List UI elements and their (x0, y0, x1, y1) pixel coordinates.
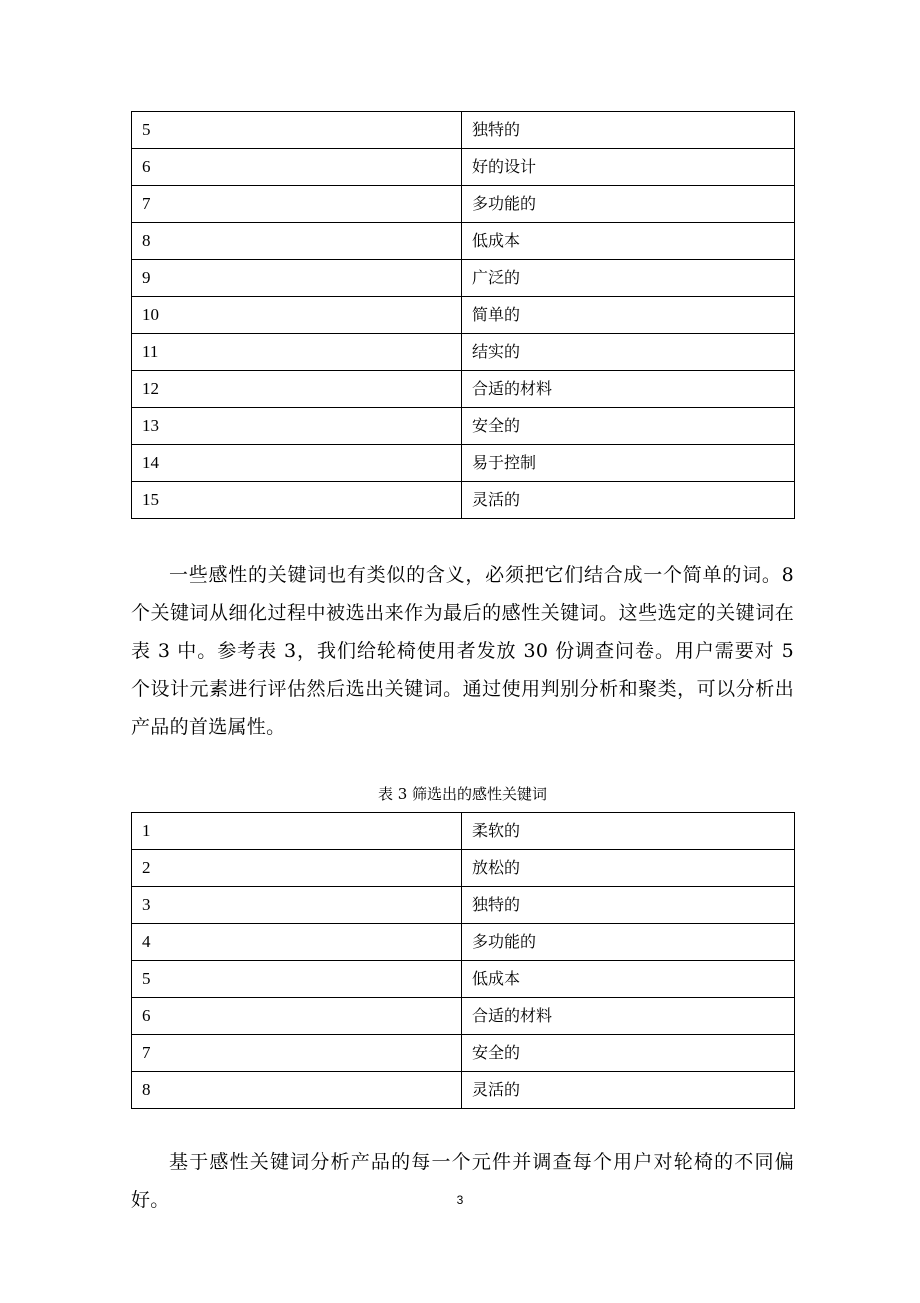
body-paragraph-final: 基于感性关键词分析产品的每一个元件并调查每个用户对轮椅的不同偏好。 (131, 1151, 794, 1211)
row-keyword: 灵活的 (462, 482, 795, 519)
row-number: 4 (132, 924, 462, 961)
row-number: 15 (132, 482, 462, 519)
row-number: 3 (132, 887, 462, 924)
row-keyword: 易于控制 (462, 445, 795, 482)
row-keyword: 好的设计 (462, 149, 795, 186)
row-number: 7 (132, 186, 462, 223)
row-keyword: 安全的 (462, 408, 795, 445)
row-number: 2 (132, 850, 462, 887)
row-keyword: 结实的 (462, 334, 795, 371)
row-keyword: 广泛的 (462, 260, 795, 297)
row-keyword: 柔软的 (462, 813, 795, 850)
row-number: 8 (132, 223, 462, 260)
row-number: 9 (132, 260, 462, 297)
table-row (132, 482, 795, 519)
table-row (132, 998, 795, 1035)
table-row (132, 924, 795, 961)
row-keyword: 低成本 (462, 223, 795, 260)
keyword-table-continued (131, 111, 795, 519)
row-number: 7 (132, 1035, 462, 1072)
row-number: 11 (132, 334, 462, 371)
row-keyword: 多功能的 (462, 924, 795, 961)
row-number: 5 (132, 961, 462, 998)
row-number: 8 (132, 1072, 462, 1109)
row-keyword: 独特的 (462, 112, 795, 149)
table-row (132, 1072, 795, 1109)
row-number: 5 (132, 112, 462, 149)
table-row (132, 408, 795, 445)
table-row (132, 813, 795, 850)
table-row (132, 334, 795, 371)
row-keyword: 低成本 (462, 961, 795, 998)
row-keyword: 简单的 (462, 297, 795, 334)
row-keyword: 合适的材料 (462, 998, 795, 1035)
table-row (132, 887, 795, 924)
table-row (132, 297, 795, 334)
table-row (132, 850, 795, 887)
row-number: 10 (132, 297, 462, 334)
table-row (132, 961, 795, 998)
body-paragraph: 一些感性的关键词也有类似的含义，必须把它们结合成一个简单的词。8 个关键词从细化过程中被选出来作为最后的感性关键词。这些选定的关键词在表 3 中。参考表 3，我们给轮椅使用者发放 30 份调查问卷。用户需要对 5 个设计元素进行评估然后选出关键词。通过使用判别分析和聚类，可以分析出产品的首选属性。 (131, 564, 794, 738)
row-number: 12 (132, 371, 462, 408)
row-keyword: 多功能的 (462, 186, 795, 223)
row-keyword: 放松的 (462, 850, 795, 887)
selected-keyword-table (131, 812, 795, 1109)
row-number: 6 (132, 149, 462, 186)
row-keyword: 安全的 (462, 1035, 795, 1072)
row-number: 14 (132, 445, 462, 482)
table-row (132, 445, 795, 482)
row-number: 1 (132, 813, 462, 850)
table-row (132, 149, 795, 186)
table-row (132, 1035, 795, 1072)
table-row (132, 371, 795, 408)
row-number: 13 (132, 408, 462, 445)
table-row (132, 186, 795, 223)
row-number: 6 (132, 998, 462, 1035)
table-caption: 表 3 筛选出的感性关键词 (377, 785, 548, 803)
row-keyword: 独特的 (462, 887, 795, 924)
table-row (132, 223, 795, 260)
page-number: 3 (456, 1193, 464, 1207)
table-row (132, 260, 795, 297)
row-keyword: 合适的材料 (462, 371, 795, 408)
table-row (132, 112, 795, 149)
row-keyword: 灵活的 (462, 1072, 795, 1109)
